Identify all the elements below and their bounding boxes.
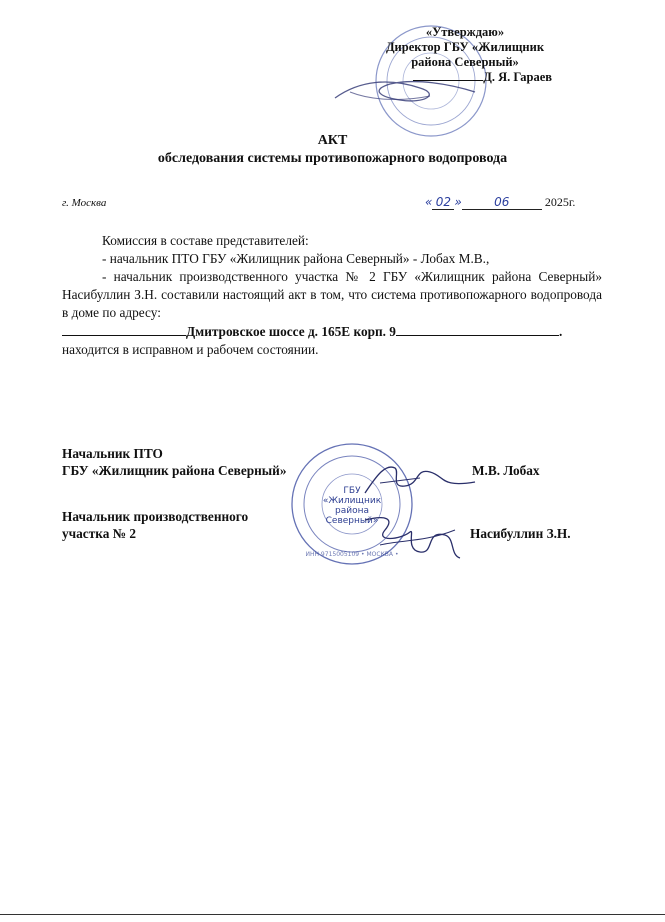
document-date bbox=[425, 195, 575, 210]
signatory-2-title bbox=[62, 508, 248, 542]
approval-block bbox=[360, 25, 570, 85]
address-blank-left bbox=[62, 322, 186, 336]
date-day: 02 bbox=[432, 195, 454, 210]
approval-signer: Д. Я. Гараев bbox=[483, 70, 552, 84]
body-address-end: . bbox=[558, 324, 563, 339]
stamp-line2: «Жилищник bbox=[322, 496, 382, 506]
document-subtitle: обследования системы противопожарного водопровода bbox=[157, 151, 508, 166]
signatory-1-title bbox=[62, 445, 286, 479]
date-year: 2025г. bbox=[544, 195, 576, 209]
signatory-1-name: М.В. Лобах bbox=[472, 463, 540, 478]
date-open-quote: « bbox=[425, 195, 433, 209]
date-close-quote: » bbox=[454, 195, 462, 209]
signatory-1-title-line1: Начальник ПТО bbox=[62, 446, 163, 461]
body-intro: Комиссия в составе представителей: bbox=[102, 233, 309, 248]
signatory-2-name: Насибуллин З.Н. bbox=[470, 526, 571, 541]
page-bottom-border bbox=[0, 914, 665, 915]
signature-lobakh bbox=[360, 458, 480, 503]
body-address: Дмитровское шоссе д. 165Е корп. 9 bbox=[186, 324, 396, 339]
body-member-2: - начальник производственного участка № 2 ГБУ «Жилищник района Северный» Насибуллин З.Н. составили настоящий акт в том, что система противопожарного водопровода в доме по адресу: bbox=[62, 269, 602, 320]
act-body bbox=[62, 232, 602, 359]
approval-signer-line bbox=[360, 70, 570, 85]
place: г. Москва bbox=[62, 197, 107, 209]
signatory-2-title-line1: Начальник производственного bbox=[62, 509, 249, 524]
body-conclusion: находится в исправном и рабочем состоянии. bbox=[62, 342, 319, 357]
document-title: АКТ bbox=[317, 133, 348, 148]
signatory-1-title-line2: ГБУ «Жилищник района Северный» bbox=[62, 463, 287, 478]
stamp-ring-text: ИНН 9715005109 • МОСКВА • bbox=[305, 551, 399, 558]
approval-line3: района Северный» bbox=[411, 55, 519, 69]
stamp-line4: Северный» bbox=[325, 516, 379, 526]
approval-line2: Директор ГБУ «Жилищник bbox=[385, 40, 545, 54]
approval-line1: «Утверждаю» bbox=[425, 25, 505, 39]
signature-blank bbox=[413, 80, 483, 81]
signatory-2-title-line2: участка № 2 bbox=[62, 526, 136, 541]
signature-nasibullin bbox=[355, 510, 465, 565]
body-member-1: - начальник ПТО ГБУ «Жилищник района Северный» - Лобах М.В., bbox=[102, 251, 490, 266]
stamp-line3: района bbox=[335, 506, 369, 516]
date-month: 06 bbox=[462, 195, 542, 210]
stamp-line1: ГБУ bbox=[343, 486, 361, 496]
body-address-line bbox=[62, 322, 602, 341]
address-blank-right bbox=[396, 322, 559, 336]
